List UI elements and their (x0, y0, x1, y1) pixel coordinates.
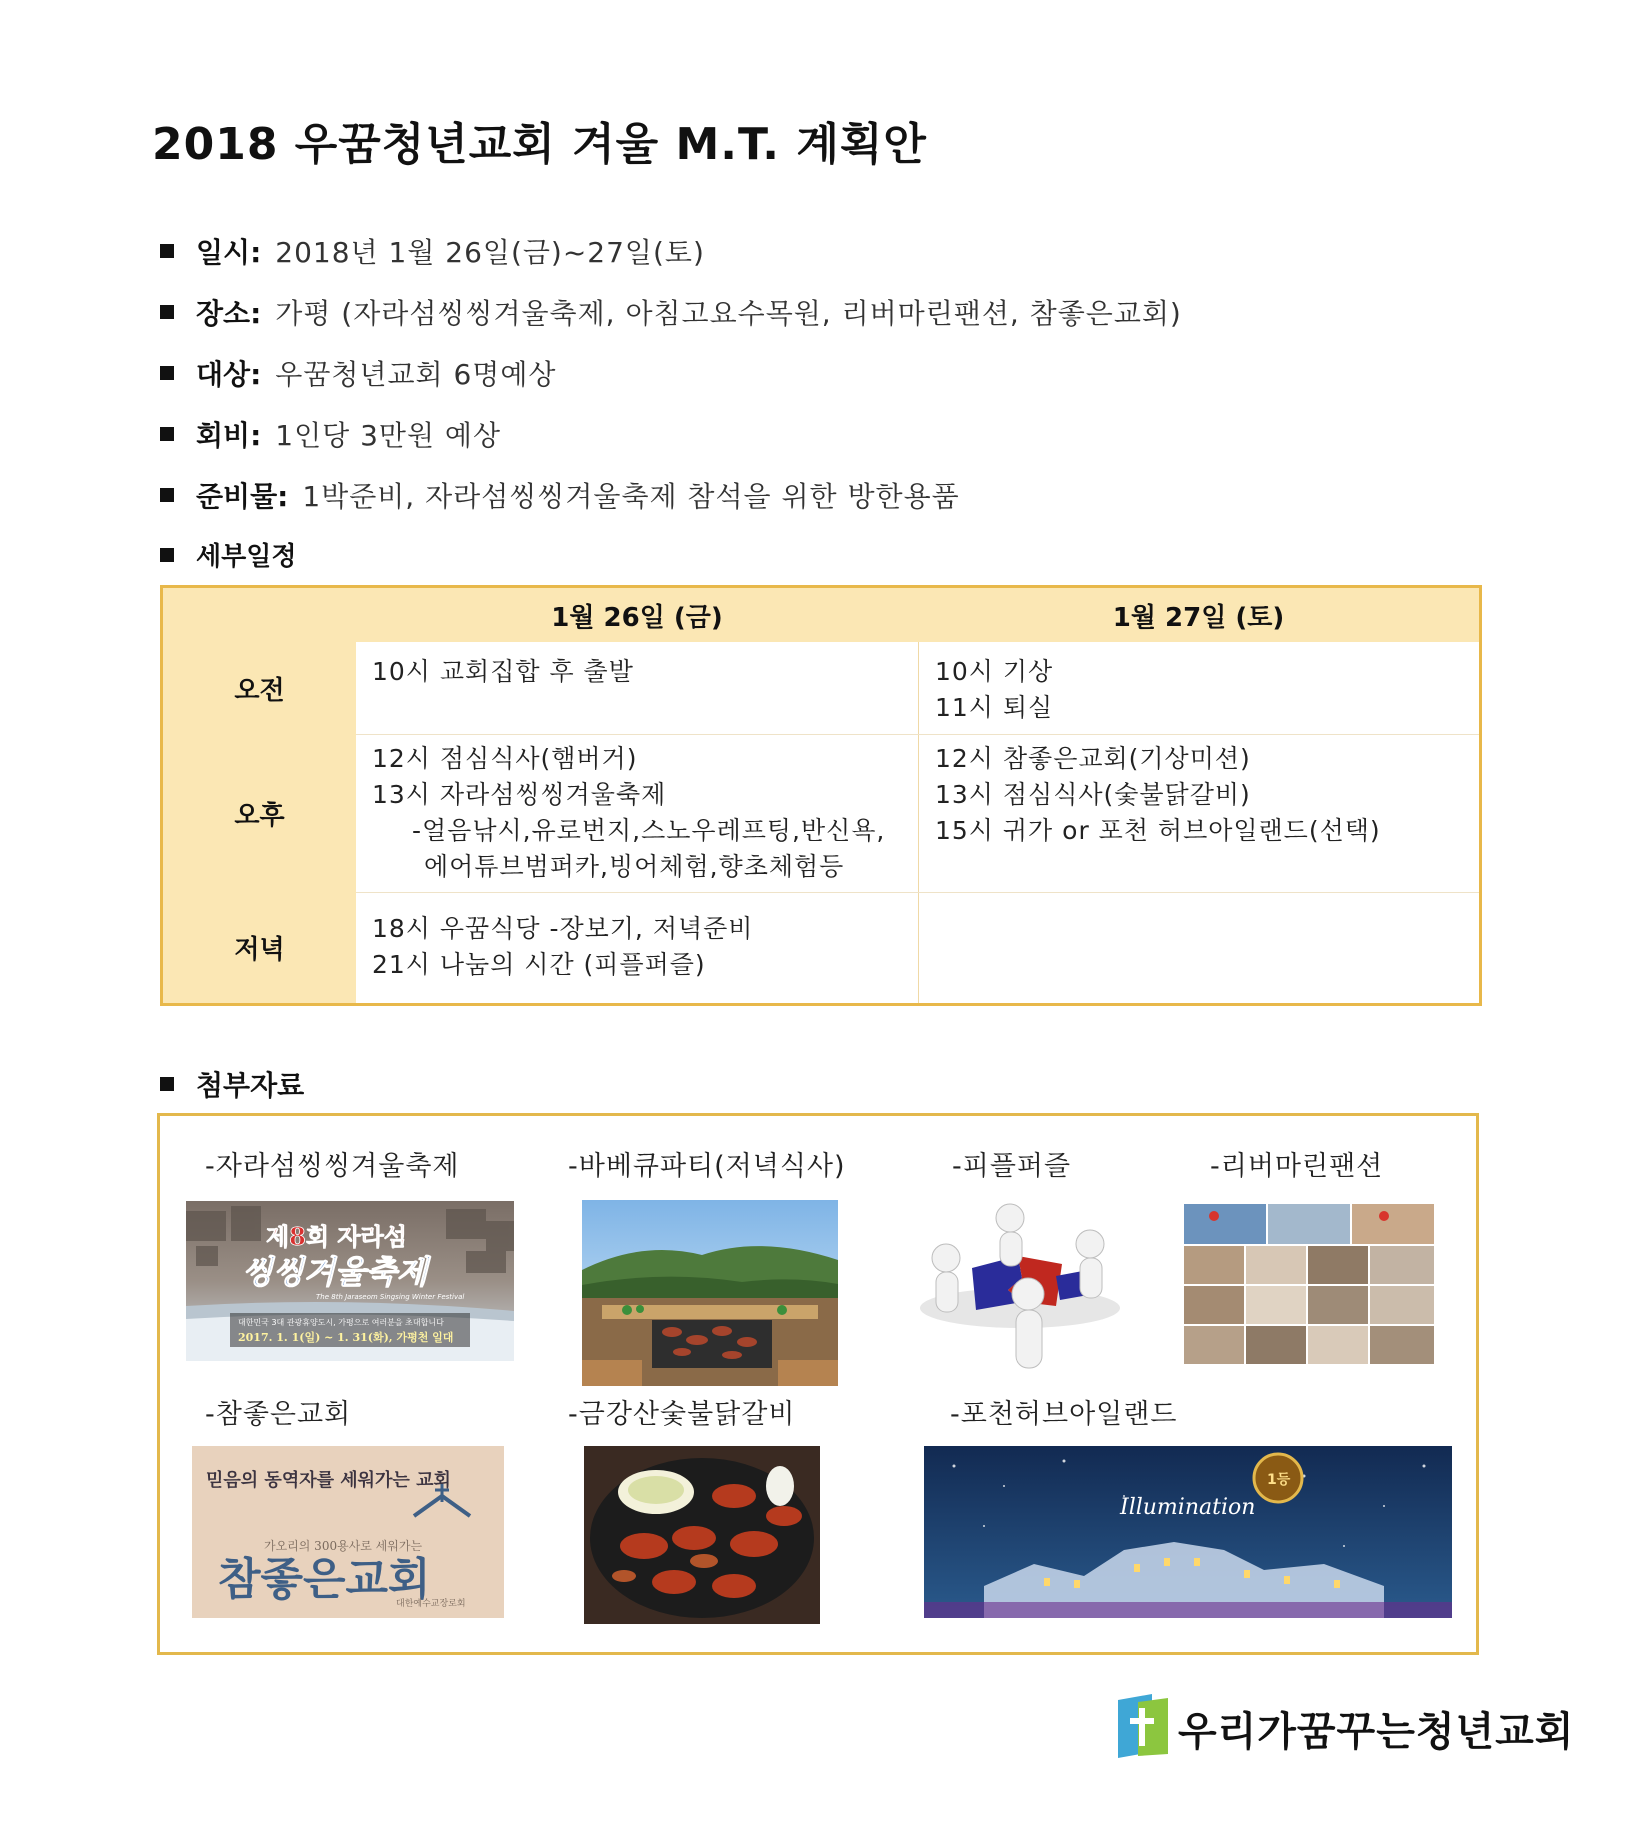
footer-church-name: 우리가꿈꾸는청년교회 (1178, 1709, 1575, 1755)
cell-evening-day2 (919, 893, 1479, 1003)
row-label-afternoon: 오후 (234, 800, 285, 831)
schedule-line: 12시 점심식사(햄버거) (372, 744, 638, 773)
caption-herb-island: -포천허브아일랜드 (950, 1399, 1178, 1430)
schedule-line: 15시 귀가 or 포천 허브아일랜드(선택) (935, 816, 1381, 845)
attachments-box (157, 1113, 1479, 1655)
header-day1: 1월 26일 (금) (356, 588, 918, 642)
info-key: 준비물: (196, 479, 289, 513)
church-logo-icon (1118, 1694, 1168, 1758)
bullet-icon (160, 244, 174, 258)
dakgalbi-photo-art (584, 1446, 820, 1624)
festival-subtitle: The 8th Jaraseom Singsing Winter Festival (316, 1293, 465, 1301)
caption-pension: -리버마린팬션 (1210, 1151, 1384, 1182)
caption-dakgalbi: -금강산숯불닭갈비 (568, 1399, 796, 1430)
caption-puzzle: -피플퍼즐 (952, 1151, 1072, 1182)
bbq-photo-art (582, 1200, 838, 1386)
cell-evening-day1 (356, 893, 918, 1003)
info-value: 1박준비, 자라섬씽씽겨울축제 참석을 위한 방한용품 (302, 479, 960, 513)
church-sign-main: 참좋은교회 (218, 1554, 431, 1605)
row-label-evening: 저녁 (234, 935, 285, 965)
header-day2: 1월 27일 (토) (918, 588, 1479, 642)
row-divider (356, 734, 1479, 735)
people-puzzle-image (910, 1198, 1128, 1378)
cross-logo-icon (1118, 1694, 1168, 1758)
schedule-heading (160, 536, 296, 573)
attachments-heading (160, 1064, 304, 1104)
info-row-date (160, 220, 1460, 281)
schedule-line: 13시 점심식사(숯불닭갈비) (935, 780, 1251, 809)
schedule-line: 10시 교회집합 후 출발 (372, 657, 634, 686)
attachments-label: 첨부자료 (196, 1069, 305, 1102)
bullet-icon (160, 366, 174, 380)
row-label-morning: 오전 (234, 675, 285, 706)
church-sign-image (192, 1446, 504, 1618)
people-puzzle-art (910, 1198, 1128, 1378)
festival-desc: 대한민국 3대 관광휴양도시, 가평으로 여러분을 초대합니다 (238, 1318, 444, 1327)
row-divider (356, 892, 1479, 893)
info-row-target (160, 342, 1460, 403)
bullet-icon (160, 488, 174, 502)
cell-afternoon-day1 (356, 735, 918, 892)
info-value: 1인당 3만원 예상 (275, 418, 502, 452)
festival-title-line2: 씽씽겨울축제 (242, 1253, 428, 1291)
church-sign-art (192, 1446, 504, 1618)
festival-title-line1: 제8회 자라섬 (266, 1222, 407, 1251)
schedule-line: 11시 퇴실 (935, 693, 1054, 722)
church-sign-small: 대한예수교장로회 (396, 1599, 466, 1609)
info-list (160, 220, 1460, 525)
schedule-label: 세부일정 (196, 542, 297, 572)
schedule-line: -얼음낚시,유로번지,스노우레프팅,반신욕, (412, 816, 886, 845)
bullet-icon (160, 548, 174, 562)
herb-island-banner-image (924, 1446, 1452, 1618)
pension-collage-art (1184, 1204, 1434, 1364)
info-key: 대상: (196, 357, 262, 391)
dakgalbi-photo-image (584, 1446, 820, 1624)
info-key: 장소: (196, 296, 262, 330)
schedule-line: 21시 나눔의 시간 (피플퍼즐) (372, 950, 706, 979)
schedule-line: 10시 기상 (935, 657, 1054, 686)
info-value: 가평 (자라섬씽씽겨울축제, 아침고요수목원, 리버마린팬션, 참좋은교회) (275, 296, 1182, 330)
page-title: 2018 우꿈청년교회 겨울 M.T. 계획안 (152, 119, 927, 170)
caption-church: -참좋은교회 (205, 1399, 352, 1430)
column-divider (918, 642, 919, 1003)
schedule-line: 에어튜브범퍼카,빙어체험,향초체험등 (424, 852, 845, 881)
bullet-icon (160, 305, 174, 319)
cell-morning-day2 (919, 642, 1479, 734)
herb-island-banner-art (924, 1446, 1452, 1618)
festival-poster-image (186, 1201, 514, 1361)
festival-dates: 2017. 1. 1(일) ~ 1. 31(화), 가평천 일대 (238, 1331, 454, 1344)
schedule-line: 12시 참좋은교회(기상미션) (935, 744, 1251, 773)
cell-afternoon-day2 (919, 735, 1479, 892)
festival-poster-art (186, 1201, 514, 1361)
herb-island-title: Illumination (1120, 1495, 1256, 1520)
pension-collage-image (1184, 1204, 1434, 1364)
bullet-icon (160, 427, 174, 441)
schedule-line: 13시 자라섬씽씽겨울축제 (372, 780, 667, 809)
info-value: 2018년 1월 26일(금)~27일(토) (275, 235, 705, 269)
info-row-fee (160, 403, 1460, 464)
schedule-line: 18시 우꿈식당 -장보기, 저녁준비 (372, 914, 754, 943)
cell-morning-day1 (356, 642, 918, 734)
info-value: 우꿈청년교회 6명예상 (275, 357, 557, 391)
bbq-photo-image (582, 1200, 838, 1386)
info-key: 일시: (196, 235, 262, 269)
bullet-icon (160, 1077, 174, 1091)
herb-island-badge: 1등 (1267, 1472, 1291, 1488)
caption-bbq: -바베큐파티(저녁식사) (568, 1151, 846, 1182)
info-row-supplies (160, 464, 1460, 525)
church-sign-top: 믿음의 동역자를 세워가는 교회 (206, 1470, 451, 1491)
schedule-table (160, 585, 1482, 1006)
caption-festival: -자라섬씽씽겨울축제 (205, 1151, 460, 1182)
info-row-place (160, 281, 1460, 342)
church-sign-mid: 가오리의 300용사로 세워가는 (264, 1539, 423, 1553)
info-key: 회비: (196, 418, 262, 452)
